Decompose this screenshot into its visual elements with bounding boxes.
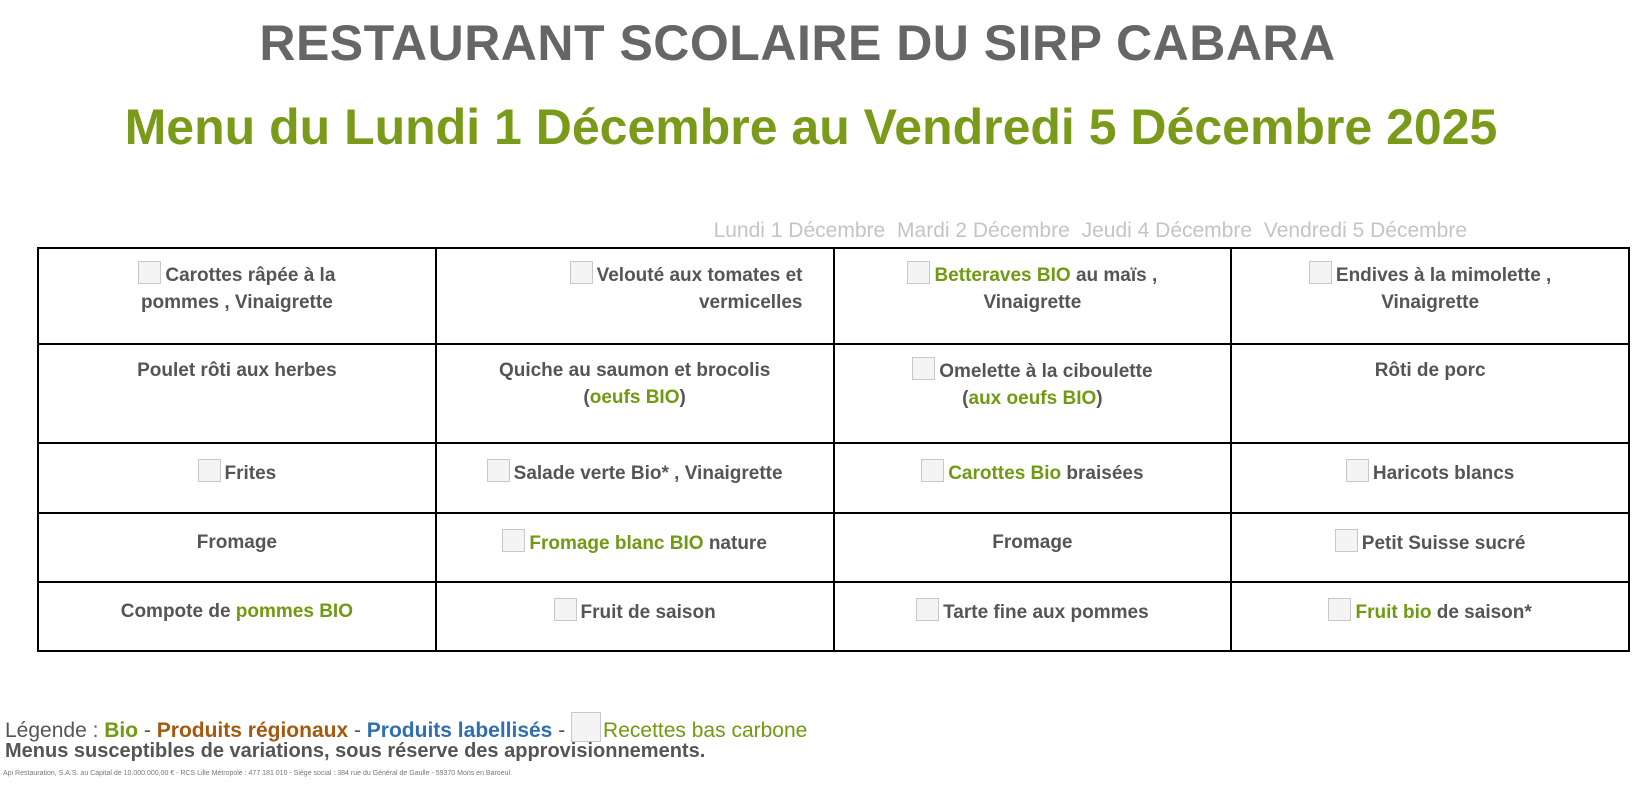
low-carbon-icon <box>570 261 593 284</box>
low-carbon-icon <box>1346 459 1369 482</box>
menu-cell-jeudi-laitage: Fromage <box>834 513 1232 582</box>
low-carbon-icon <box>1309 261 1332 284</box>
menu-cell-vendredi-entree: Endives à la mimolette , Vinaigrette <box>1231 248 1629 344</box>
menu-cell-lundi-dessert: Compote de pommes BIO <box>38 582 436 651</box>
low-carbon-icon <box>912 357 935 380</box>
menu-cell-lundi-plat: Poulet rôti aux herbes <box>38 344 436 443</box>
menu-cell-lundi-entree: Carottes râpée à la pommes , Vinaigrette <box>38 248 436 344</box>
day-headers <box>714 219 1467 243</box>
low-carbon-icon <box>487 459 510 482</box>
low-carbon-icon <box>554 598 577 621</box>
menu-row-dessert <box>38 582 1629 651</box>
menu-cell-vendredi-dessert: Fruit bio de saison* <box>1231 582 1629 651</box>
day-header-lundi: Lundi 1 Décembre <box>713 219 886 242</box>
low-carbon-icon <box>907 261 930 284</box>
menu-cell-lundi-accompagnement: Frites <box>38 443 436 513</box>
page-title: RESTAURANT SCOLAIRE DU SIRP CABARA <box>259 15 1336 71</box>
menu-row-entree <box>38 248 1629 344</box>
menu-row-accompagnement <box>38 443 1629 513</box>
menu-cell-jeudi-entree: Betteraves BIO au maïs , Vinaigrette <box>834 248 1232 344</box>
low-carbon-icon <box>502 529 525 552</box>
menu-cell-jeudi-plat: Omelette à la ciboulette (aux oeufs BIO) <box>834 344 1232 443</box>
menu-table <box>37 247 1630 652</box>
low-carbon-icon <box>138 261 161 284</box>
legend-regional: Produits régionaux <box>156 719 349 742</box>
low-carbon-icon <box>1328 598 1351 621</box>
menu-cell-jeudi-accompagnement: Carottes Bio braisées <box>834 443 1232 513</box>
legend-bio: Bio <box>104 719 139 742</box>
legend-label: Légende : <box>5 719 105 742</box>
checkbox-icon <box>571 712 601 742</box>
day-header-mardi: Mardi 2 Décembre <box>897 219 1070 242</box>
low-carbon-icon <box>916 598 939 621</box>
day-header-jeudi: Jeudi 4 Décembre <box>1081 219 1253 242</box>
menu-cell-mardi-dessert: Fruit de saison <box>436 582 834 651</box>
menu-cell-vendredi-plat: Rôti de porc <box>1231 344 1629 443</box>
low-carbon-icon <box>198 459 221 482</box>
menu-cell-mardi-laitage: Fromage blanc BIO nature <box>436 513 834 582</box>
menu-row-laitage <box>38 513 1629 582</box>
menu-cell-vendredi-laitage: Petit Suisse sucré <box>1231 513 1629 582</box>
menu-cell-lundi-laitage: Fromage <box>38 513 436 582</box>
menu-cell-mardi-accompagnement: Salade verte Bio* , Vinaigrette <box>436 443 834 513</box>
menu-row-plat <box>38 344 1629 443</box>
variation-note: Menus susceptibles de variations, sous réserve des approvisionnements. <box>5 740 706 762</box>
low-carbon-icon <box>921 459 944 482</box>
menu-cell-mardi-entree: Velouté aux tomates et vermicelles <box>436 248 834 344</box>
low-carbon-icon <box>1335 529 1358 552</box>
menu-cell-jeudi-dessert: Tarte fine aux pommes <box>834 582 1232 651</box>
legend: Légende : Bio - Produits régionaux - Produits labellisés - Recettes bas carbone <box>5 712 807 743</box>
legal-footer: Api Restauration, S.A.S. au Capital de 10.000.000,00 € - RCS Lille Métropole : 477 181 010 - Siège social : 384 rue du Général de Gaulle - 59370 Mons en Baroeul. <box>3 770 512 777</box>
menu-period-title: Menu du Lundi 1 Décembre au Vendredi 5 Décembre 2025 <box>124 99 1498 155</box>
legend-low-carbon: Recettes bas carbone <box>603 719 808 742</box>
legend-labelled: Produits labellisés <box>366 719 553 742</box>
menu-cell-vendredi-accompagnement: Haricots blancs <box>1231 443 1629 513</box>
menu-cell-mardi-plat: Quiche au saumon et brocolis (oeufs BIO) <box>436 344 834 443</box>
day-header-vendredi: Vendredi 5 Décembre <box>1263 219 1467 242</box>
